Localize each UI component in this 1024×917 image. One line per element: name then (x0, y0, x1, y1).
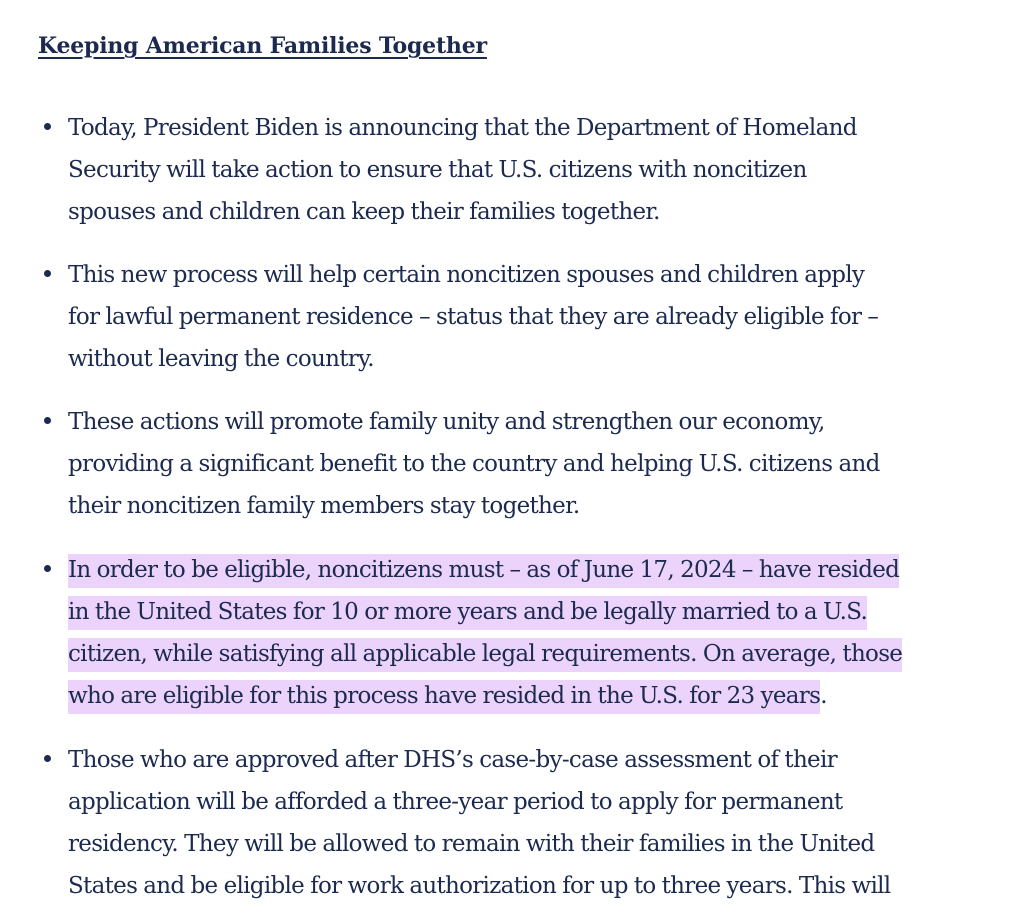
paragraph-line (68, 675, 902, 717)
paragraph-line: These actions will promote family unity and strengthen our economy, (68, 409, 825, 435)
highlighted-text: who are eligible for this process have resided in the U.S. for 23 years (68, 680, 820, 714)
paragraph-line: Security will take action to ensure that U.S. citizens with noncitizen (68, 157, 807, 183)
bullet-icon (44, 270, 51, 277)
bullet-icon (44, 755, 51, 762)
bullet-icon (44, 565, 51, 572)
paragraph-line: their noncitizen family members stay together. (68, 493, 580, 519)
paragraph-line: providing a significant benefit to the country and helping U.S. citizens and (68, 451, 880, 477)
highlighted-text: citizen, while satisfying all applicable legal requirements. On average, those (68, 638, 902, 672)
paragraph-line (68, 549, 902, 591)
paragraph-line: residency. They will be allowed to remain with their families in the United (68, 831, 875, 857)
section-heading-link[interactable]: Keeping American Families Together (38, 33, 487, 59)
highlighted-text: In order to be eligible, noncitizens must – as of June 17, 2024 – have resided (68, 554, 899, 588)
paragraph-line: States and be eligible for work authorization for up to three years. This will (68, 873, 891, 899)
paragraph-line: Those who are approved after DHS’s case-by-case assessment of their (68, 747, 837, 773)
trailing-period: . (820, 683, 827, 709)
paragraph-line: without leaving the country. (68, 346, 374, 372)
paragraph-line (68, 633, 902, 675)
paragraph-line: for lawful permanent residence – status that they are already eligible for – (68, 304, 879, 330)
paragraph-line: spouses and children can keep their families together. (68, 199, 660, 225)
paragraph-line (68, 591, 902, 633)
bullet-icon (44, 417, 51, 424)
bullet-icon (44, 123, 51, 130)
paragraph-line: This new process will help certain noncitizen spouses and children apply (68, 262, 865, 288)
paragraph-line: application will be afforded a three-year period to apply for permanent (68, 789, 843, 815)
paragraph-line: Today, President Biden is announcing that the Department of Homeland (68, 115, 857, 141)
highlighted-text: in the United States for 10 or more years and be legally married to a U.S. (68, 596, 867, 630)
